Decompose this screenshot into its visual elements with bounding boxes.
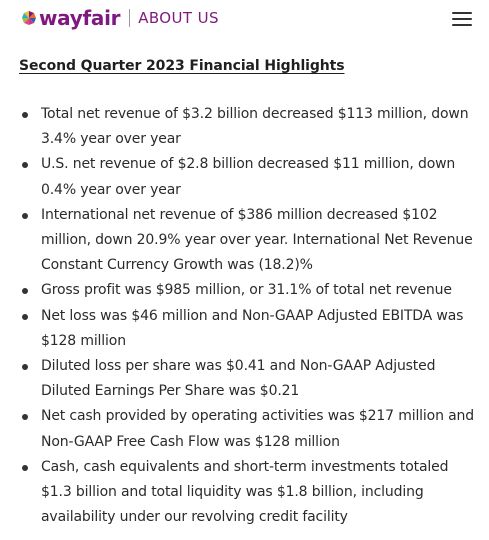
brand-name: wayfair bbox=[39, 6, 121, 30]
page-title: Second Quarter 2023 Financial Highlights bbox=[19, 58, 345, 74]
list-item-text: Net loss was $46 million and Non-GAAP Adjusted EBITDA was $128 million bbox=[41, 307, 464, 349]
bullet-icon bbox=[22, 112, 28, 118]
list-item-text: Diluted loss per share was $0.41 and Non-GAAP Adjusted Diluted Earnings Per Share was $0.21 bbox=[41, 358, 436, 400]
bullet-icon bbox=[22, 364, 28, 370]
list-item bbox=[20, 455, 482, 531]
wayfair-pinwheel-icon bbox=[21, 10, 37, 26]
bullet-icon bbox=[22, 414, 28, 420]
bullet-icon bbox=[22, 288, 28, 294]
list-item bbox=[20, 354, 482, 404]
list-item bbox=[20, 102, 482, 152]
site-header bbox=[0, 0, 489, 40]
list-item bbox=[20, 304, 482, 354]
section-name: ABOUT US bbox=[138, 9, 219, 27]
list-item-text: U.S. net revenue of $2.8 billion decreased $11 million, down 0.4% year over year bbox=[41, 156, 456, 198]
list-item-text: Net cash provided by operating activities was $217 million and Non-GAAP Free Cash Flow was $128 million bbox=[41, 408, 474, 450]
list-item bbox=[20, 203, 482, 279]
highlights-list bbox=[20, 102, 482, 530]
list-item-text: International net revenue of $386 million decreased $102 million, down 20.9% year over year. International Net Revenue Constant Currency Growth was (18.2)% bbox=[41, 206, 473, 274]
bullet-icon bbox=[22, 213, 28, 219]
list-item-text: Cash, cash equivalents and short-term investments totaled $1.3 billion and total liquidity was $1.8 billion, including availability under our revolving credit facility bbox=[41, 458, 449, 526]
list-item bbox=[20, 278, 482, 303]
bullet-icon bbox=[22, 162, 28, 168]
hamburger-menu-icon[interactable] bbox=[452, 11, 472, 28]
wayfair-logo-link[interactable] bbox=[21, 6, 219, 30]
list-item-text: Total net revenue of $3.2 billion decreased $113 million, down 3.4% year over year bbox=[41, 106, 469, 148]
list-item bbox=[20, 404, 482, 454]
bullet-icon bbox=[22, 314, 28, 320]
bullet-icon bbox=[22, 465, 28, 471]
logo-divider bbox=[129, 9, 130, 27]
list-item bbox=[20, 152, 482, 202]
list-item-text: Gross profit was $985 million, or 31.1% of total net revenue bbox=[41, 282, 452, 299]
